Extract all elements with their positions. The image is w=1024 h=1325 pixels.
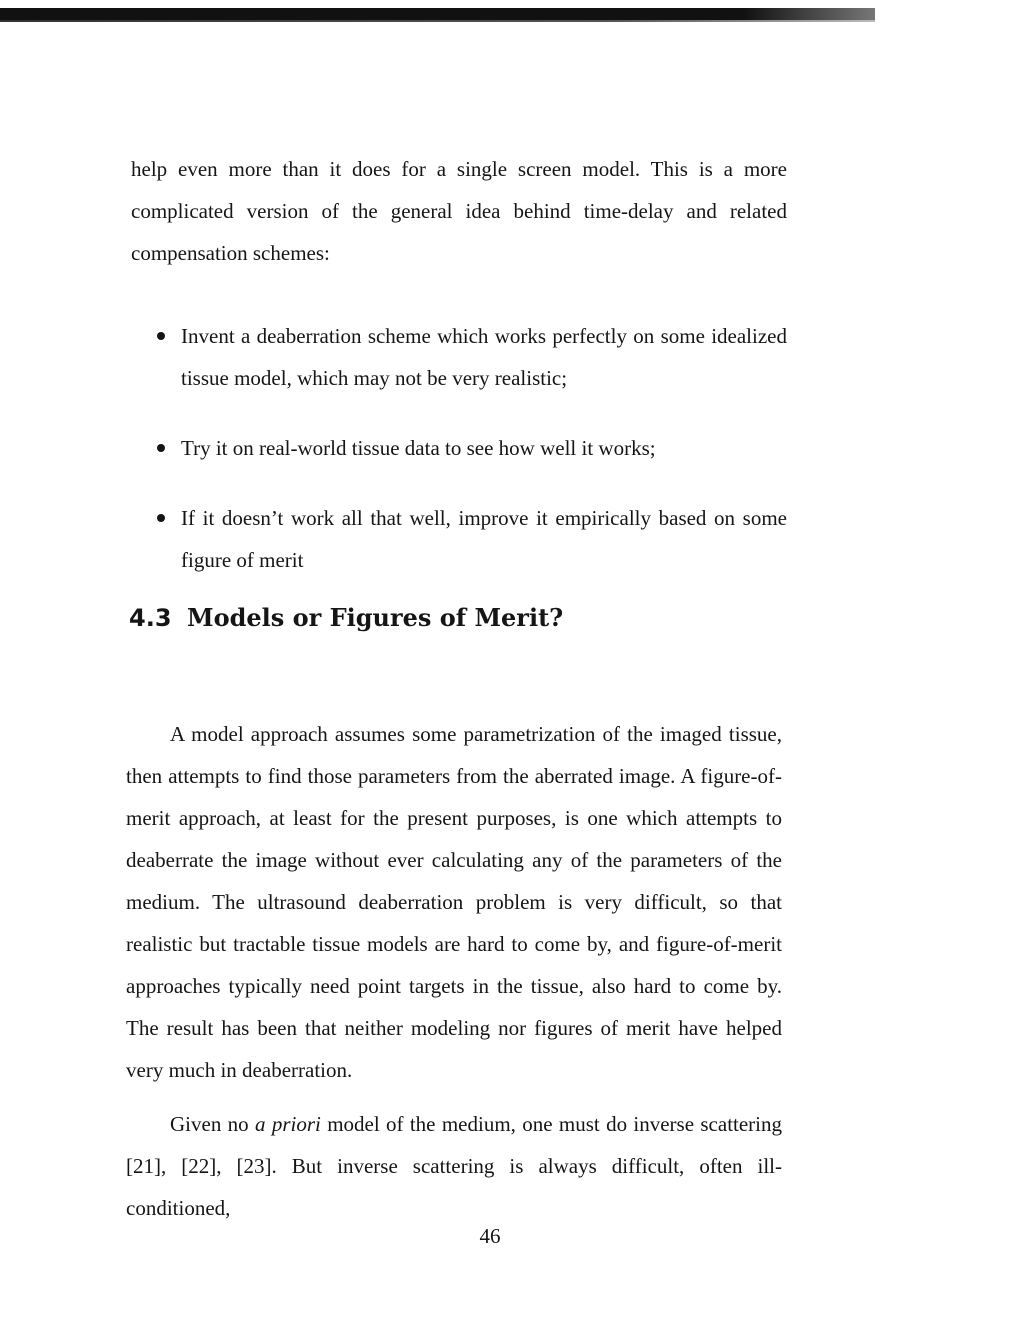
bullet-text: Try it on real-world tissue data to see how well it works; — [181, 436, 656, 460]
bullet-text: If it doesn’t work all that well, improve it empirically based on some figure of merit — [181, 506, 787, 572]
paragraph-given-rest: model of the medium, one must do inverse scattering [21], [22], [23]. But inverse scattering is always difficult, often ill-conditioned, — [126, 1112, 783, 1220]
bullet-icon — [157, 332, 165, 340]
paragraph-given — [126, 1103, 782, 1229]
bullet-icon — [157, 444, 165, 452]
italic-a-priori: a priori — [255, 1112, 321, 1136]
bullet-item-2 — [155, 427, 787, 469]
bullet-list — [155, 315, 787, 581]
top-scan-border — [0, 8, 875, 20]
paragraph-models: A model approach assumes some parametrization of the imaged tissue, then attempts to find those parameters from the aberrated image. A figure-of-merit approach, at least for the present purposes, is one which attempts to deaberrate the image without ever calculating any of the parameters of the medium. The ultrasound deaberration problem is very difficult, so that realistic but tractable tissue models are hard to come by, and figure-of-merit approaches typically need point targets in the tissue, also hard to come by. The result has been that neither modeling nor figures of merit have helped very much in deaberration. — [126, 722, 782, 1082]
section-number: 4.3 — [129, 604, 172, 632]
section-title: Models or Figures of Merit? — [187, 603, 564, 632]
top-scan-border-thin — [0, 20, 875, 22]
page-number: 46 — [479, 1224, 501, 1248]
bullet-item-3 — [155, 497, 787, 581]
paragraph-given-start: Given no — [170, 1112, 255, 1136]
bullet-text: Invent a deaberration scheme which works perfectly on some idealized tissue model, which may not be very realistic; — [181, 324, 787, 390]
paragraph-intro: help even more than it does for a single screen model. This is a more complicated version of the general idea behind time-delay and related compensation schemes: — [131, 157, 787, 265]
section-heading — [129, 597, 789, 639]
bullet-item-1 — [155, 315, 787, 399]
bullet-icon — [157, 514, 165, 522]
